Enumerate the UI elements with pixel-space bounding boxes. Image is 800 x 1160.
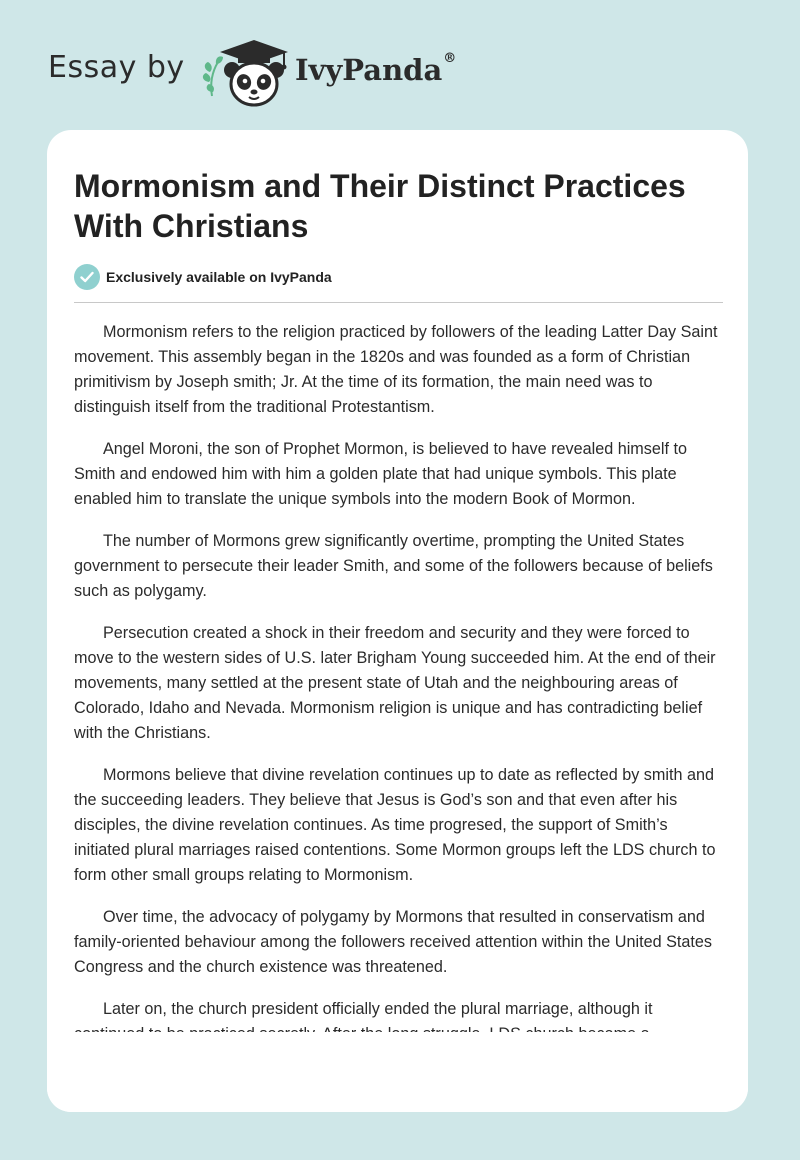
essay-by-label: Essay by <box>48 50 185 85</box>
paragraph: Angel Moroni, the son of Prophet Mormon, is believed to have revealed himself to Smith and endowed him with him a golden plate that had unique symbols. This plate enabled him to translate the unique symbols into the modern Book of Mormon. <box>74 440 687 508</box>
paragraph: Later on, the church president officially ended the plural marriage, although it <box>103 1000 653 1018</box>
registered-mark: ® <box>443 51 457 66</box>
brand-name[interactable] <box>295 53 456 87</box>
exclusive-notice <box>74 264 332 290</box>
brand-label: IvyPanda <box>295 53 443 87</box>
card-bottom-cover <box>47 1032 748 1112</box>
site-header <box>0 0 800 120</box>
exclusive-label: Exclusively available on IvyPanda <box>106 269 332 285</box>
panda-logo-icon[interactable] <box>200 36 292 108</box>
paragraph: Mormons believe that divine revelation continues up to date as reflected by smith and the succeeding leaders. They believe that Jesus is God’s son and that even after his disciples, the divine revelation continues. As time progresed, the support of Smith’s initiated plural marriages raised contentions. Some Mormon groups left the LDS church to form other small groups relating to Mormonism. <box>74 766 716 884</box>
paragraph: The number of Mormons grew significantly overtime, prompting the United States government to persecute their leader Smith, and some of the followers because of beliefs such as polygamy. <box>74 532 713 600</box>
page-title: Mormonism and Their Distinct Practices With Christians <box>74 168 686 244</box>
check-icon <box>74 264 100 290</box>
essay-card <box>47 130 748 1112</box>
paragraph: Mormonism refers to the religion practiced by followers of the leading Latter Day Saint movement. This assembly began in the 1820s and was founded as a form of Christian primitivism by Joseph smith; Jr. At the time of its formation, the main need was to distinguish itself from the traditional Protestantism. <box>74 323 718 416</box>
paragraph: Persecution created a shock in their freedom and security and they were forced to move to the western sides of U.S. later Brigham Young succeeded him. At the end of their movements, many settled at the present state of Utah and the neighbouring areas of Colorado, Idaho and Nevada. Mormonism religion is unique and has contradicting belief with the Christians. <box>74 624 716 742</box>
divider <box>74 302 723 303</box>
essay-body <box>74 320 726 1064</box>
paragraph: Over time, the advocacy of polygamy by Mormons that resulted in conservatism and family-oriented behaviour among the followers received attention within the United States Congress and the church existence was threatened. <box>74 908 712 976</box>
